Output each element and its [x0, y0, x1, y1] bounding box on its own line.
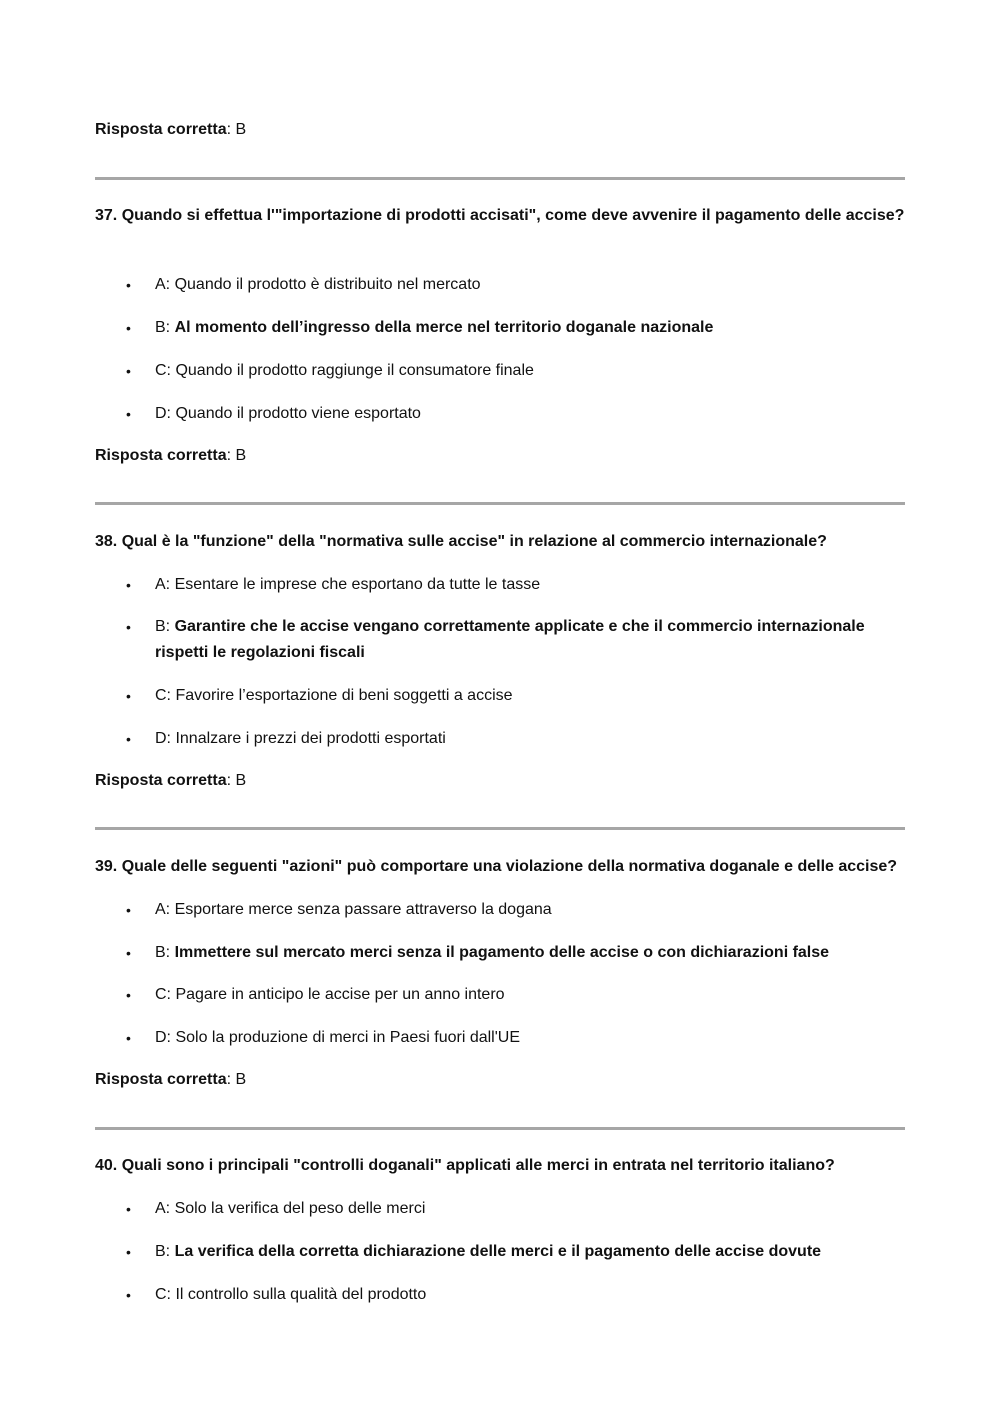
question-37: 37. Quando si effettua l'"importazione di prodotti accisati", come deve avvenire il pagamento delle accise? [95, 207, 905, 224]
option-text: Quando il prodotto è distribuito nel mercato [174, 276, 481, 293]
option-prefix: D: [155, 1029, 171, 1046]
bullet-icon: • [126, 731, 131, 747]
question-39: 39. Quale delle seguenti "azioni" può comportare una violazione della normativa doganale e delle accise? [95, 858, 898, 875]
answer-separator: : [226, 772, 236, 789]
option-37-a [126, 272, 900, 298]
correct-answer-letter: B [235, 1071, 247, 1088]
bullet-icon: • [126, 902, 131, 918]
bullet-icon: • [126, 577, 131, 593]
bullet-icon: • [126, 277, 131, 293]
bullet-icon: • [126, 320, 131, 336]
option-37-d [126, 401, 900, 427]
option-40-b [126, 1239, 900, 1265]
option-text: Solo la produzione di merci in Paesi fuori dall'UE [175, 1029, 521, 1046]
bullet-icon: • [126, 619, 131, 635]
bullet-icon: • [126, 1287, 131, 1303]
option-prefix: B: [155, 618, 171, 635]
correct-answer-letter: B [235, 121, 247, 138]
correct-answer-label: Risposta corretta [95, 447, 227, 464]
bullet-icon: • [126, 406, 131, 422]
option-37-c [126, 358, 900, 384]
option-text: Innalzare i prezzi dei prodotti esportati [175, 730, 446, 747]
option-prefix: B: [155, 319, 171, 336]
option-text: Quando il prodotto viene esportato [175, 405, 421, 422]
correct-answer-letter: B [235, 772, 247, 789]
option-text: Quando il prodotto raggiunge il consumatore finale [175, 362, 534, 379]
bullet-icon: • [126, 945, 131, 961]
question-38: 38. Qual è la "funzione" della "normativa sulle accise" in relazione al commercio internazionale? [95, 533, 827, 550]
correct-answer-letter: B [235, 447, 247, 464]
answer-separator: : [226, 447, 236, 464]
correct-answer-36 [95, 119, 246, 141]
bullet-icon: • [126, 363, 131, 379]
question-divider [95, 502, 905, 505]
option-prefix: B: [155, 1243, 171, 1260]
question-divider [95, 1127, 905, 1130]
option-38-c [126, 683, 900, 709]
option-text: Favorire l’esportazione di beni soggetti a accise [175, 687, 513, 704]
question-40: 40. Quali sono i principali "controlli doganali" applicati alle merci in entrata nel territorio italiano? [95, 1157, 835, 1174]
bullet-icon: • [126, 1030, 131, 1046]
answer-separator: : [226, 1071, 236, 1088]
bullet-icon: • [126, 987, 131, 1003]
correct-answer-label: Risposta corretta [95, 772, 227, 789]
option-text: Il controllo sulla qualità del prodotto [175, 1286, 427, 1303]
option-text-correct: La verifica della corretta dichiarazione delle merci e il pagamento delle accise dovute [174, 1243, 822, 1260]
correct-answer-label: Risposta corretta [95, 121, 227, 138]
option-38-a [126, 572, 900, 598]
correct-answer-37 [95, 445, 246, 467]
option-prefix: A: [155, 901, 171, 918]
bullet-icon: • [126, 688, 131, 704]
option-text-correct: Garantire che le accise vengano correttamente applicate e che il commercio internazionale rispetti le regolazioni fiscali [155, 618, 865, 661]
option-prefix: C: [155, 362, 171, 379]
correct-answer-39 [95, 1069, 246, 1091]
option-prefix: C: [155, 986, 171, 1003]
option-text-correct: Immettere sul mercato merci senza il pagamento delle accise o con dichiarazioni false [174, 944, 830, 961]
option-prefix: A: [155, 276, 171, 293]
option-39-a [126, 897, 900, 923]
option-text: Esportare merce senza passare attraverso la dogana [174, 901, 552, 918]
option-text: Esentare le imprese che esportano da tutte le tasse [174, 576, 541, 593]
question-divider [95, 177, 905, 180]
option-39-d [126, 1025, 900, 1051]
correct-answer-38 [95, 770, 246, 792]
option-prefix: D: [155, 730, 171, 747]
bullet-icon: • [126, 1201, 131, 1217]
option-38-b [126, 614, 900, 666]
option-37-b [126, 315, 900, 341]
option-38-d [126, 726, 900, 752]
option-40-a [126, 1196, 900, 1222]
option-prefix: B: [155, 944, 171, 961]
option-39-c [126, 982, 900, 1008]
option-prefix: C: [155, 687, 171, 704]
option-prefix: D: [155, 405, 171, 422]
correct-answer-label: Risposta corretta [95, 1071, 227, 1088]
option-prefix: C: [155, 1286, 171, 1303]
bullet-icon: • [126, 1244, 131, 1260]
option-prefix: A: [155, 576, 171, 593]
option-prefix: A: [155, 1200, 171, 1217]
question-divider [95, 827, 905, 830]
option-text: Pagare in anticipo le accise per un anno intero [175, 986, 505, 1003]
answer-separator: : [226, 121, 236, 138]
option-text-correct: Al momento dell’ingresso della merce nel territorio doganale nazionale [174, 319, 714, 336]
option-39-b [126, 940, 900, 966]
option-text: Solo la verifica del peso delle merci [174, 1200, 426, 1217]
option-40-c [126, 1282, 900, 1308]
